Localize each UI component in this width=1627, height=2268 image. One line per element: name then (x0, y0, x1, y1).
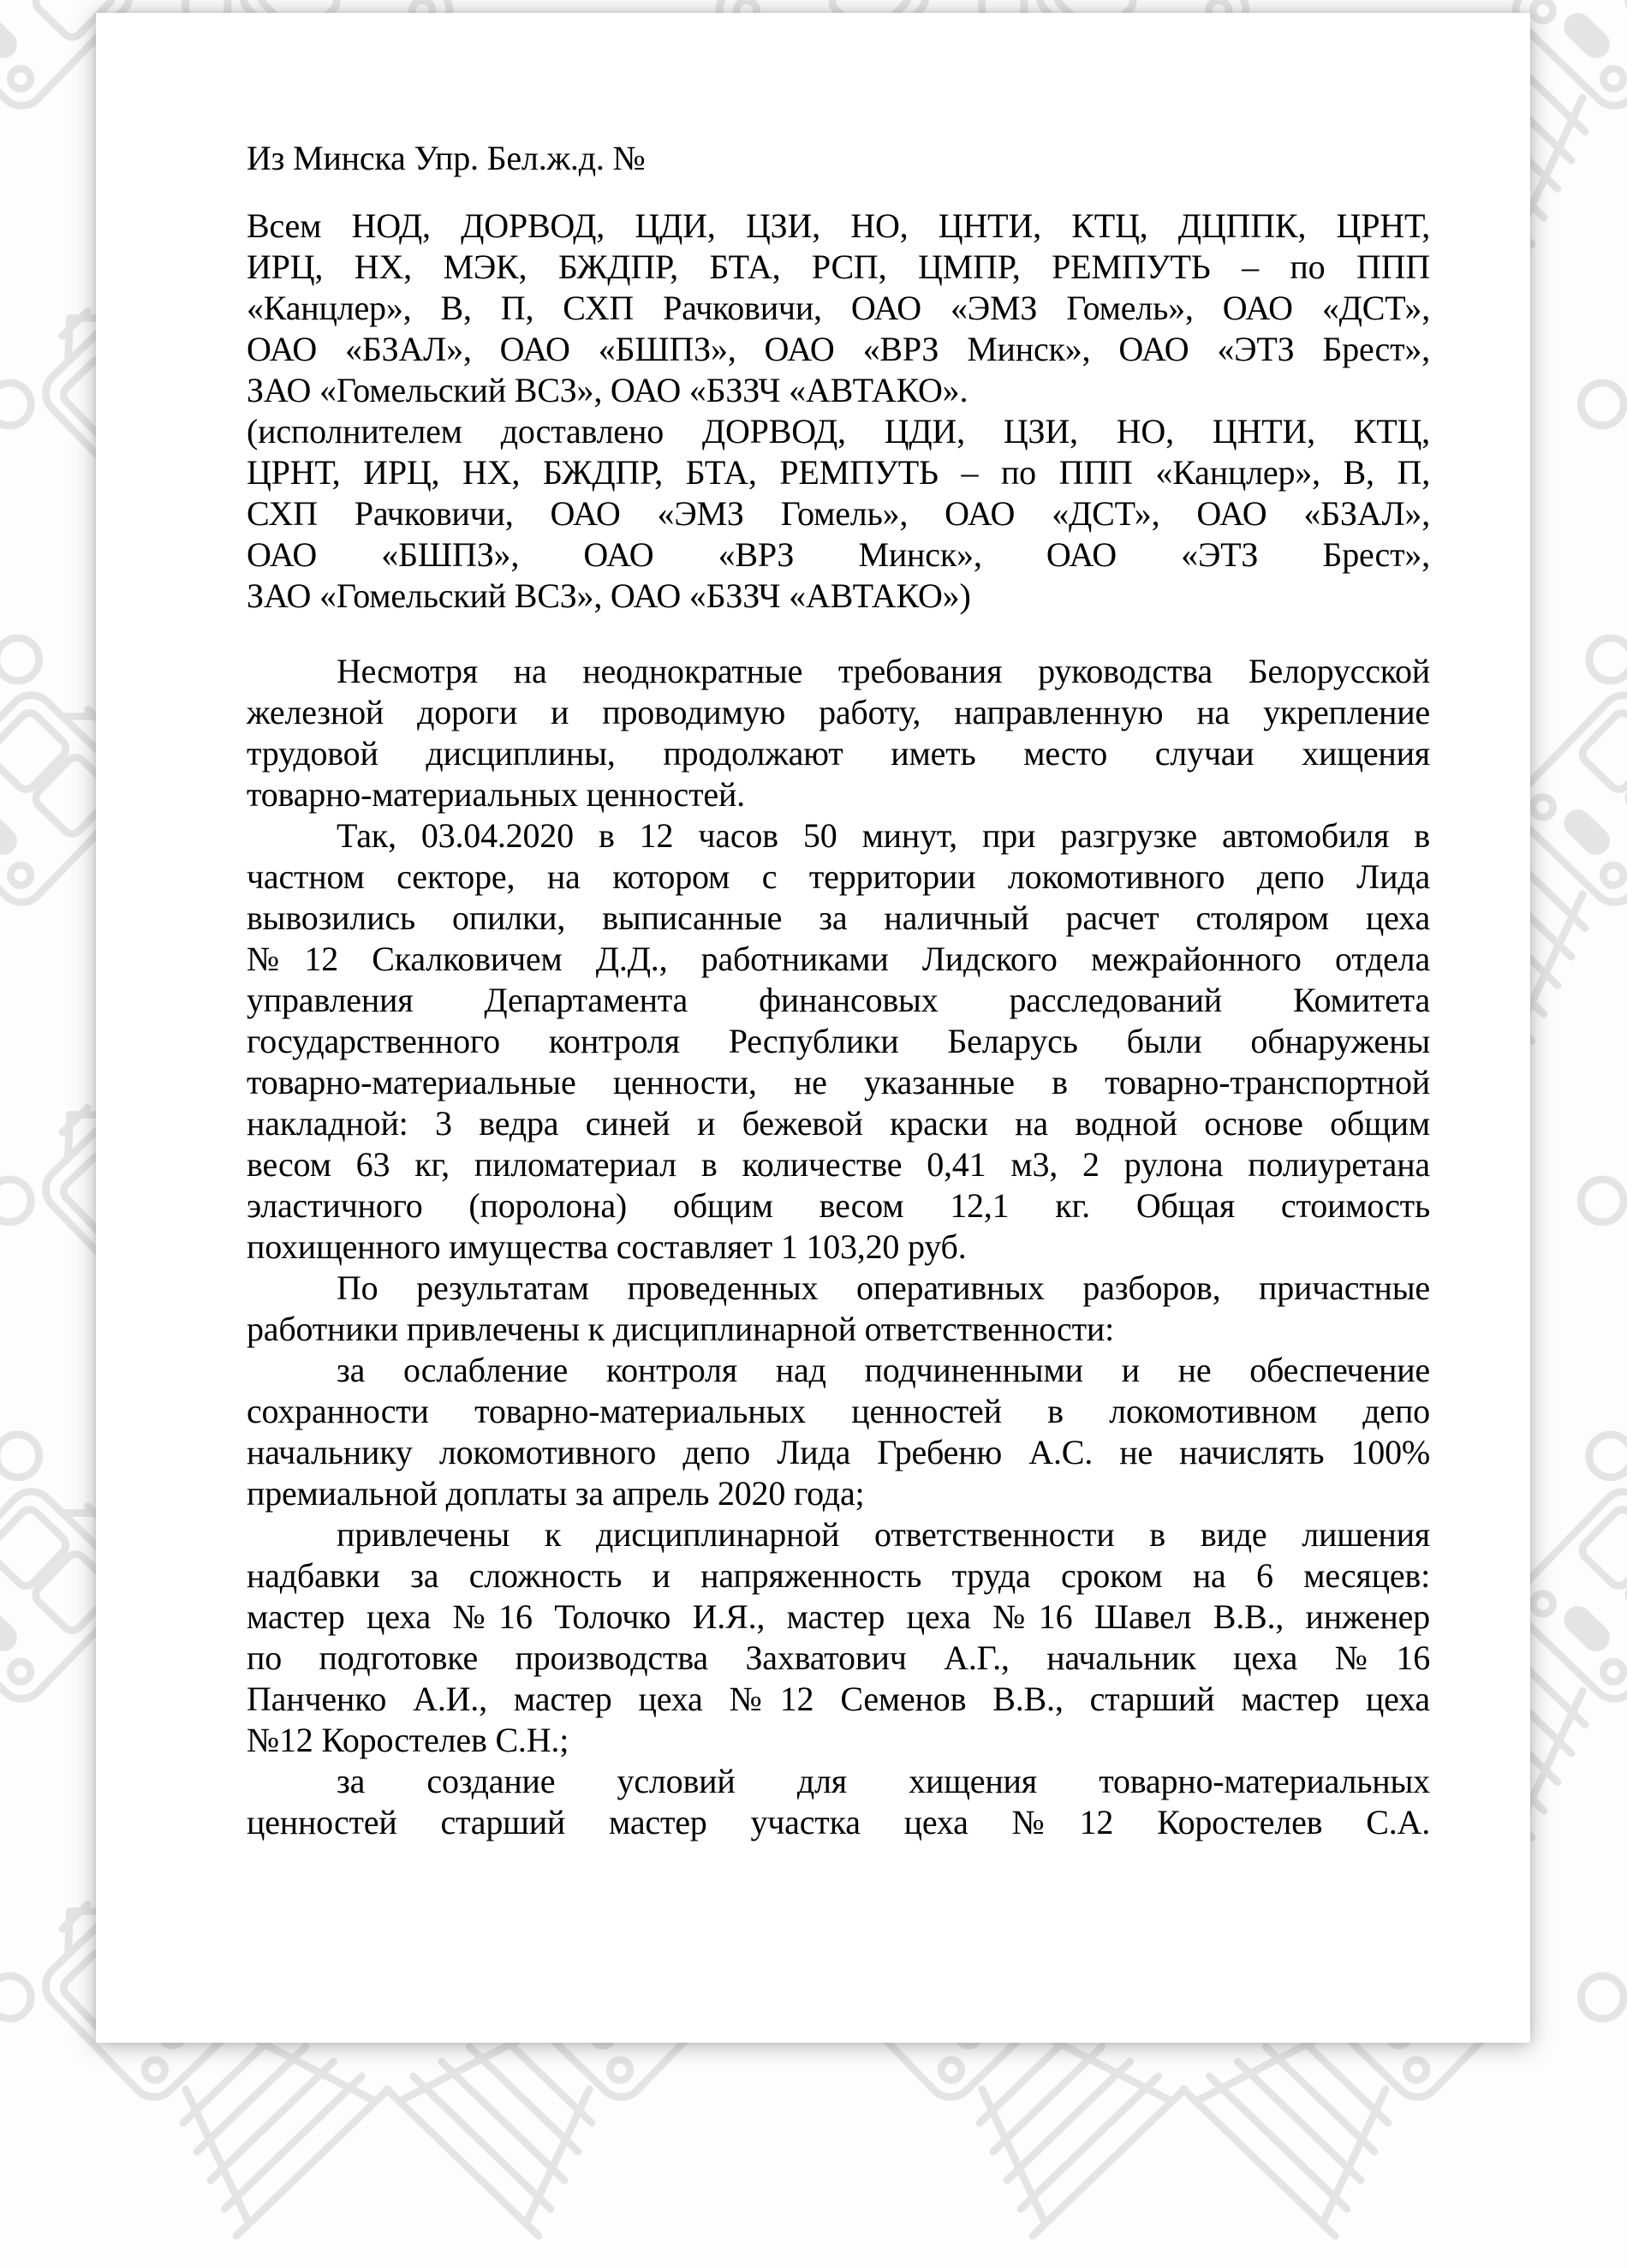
text-line: привлечены к дисциплинарной ответственности в виде лишения (337, 1515, 1430, 1554)
text-line: весом 63 кг, пиломатериал в количестве 0,41 м3, 2 рулона полиуретана (247, 1145, 1430, 1184)
text-line: начальнику локомотивного депо Лида Гребеню А.С. не начислять 100% (247, 1433, 1430, 1471)
text-line: железной дороги и проводимую работу, направленную на укрепление (247, 693, 1430, 731)
document-body (247, 206, 1430, 1843)
text-line: по подготовке производства Захватович А.Г., начальник цеха №16 (247, 1638, 1430, 1677)
paragraph (247, 1514, 1430, 1761)
paragraph (247, 411, 1430, 617)
text-line: ЗАО «Гомельский ВСЗ», ОАО «БЗЗЧ «АВТАКО») (247, 576, 971, 615)
text-line: за ослабление контроля над подчиненными и не обеспечение (337, 1351, 1430, 1389)
text-line: ЦРНТ, ИРЦ, НХ, БЖДПР, БТА, РЕМПУТЬ – по ППП «Канцлер», В, П, (247, 453, 1430, 492)
text-line: работники привлечены к дисциплинарной ответственности: (247, 1310, 1114, 1348)
text-line: товарно-материальные ценности, не указанные в товарно-транспортной (247, 1063, 1430, 1101)
text-line: надбавки за сложность и напряженность труда сроком на 6 месяцев: (247, 1556, 1430, 1595)
text-line: товарно-материальных ценностей. (247, 775, 745, 814)
text-line: Всем НОД, ДОРВОД, ЦДИ, ЦЗИ, НО, ЦНТИ, КТЦ, ДЦППК, ЦРНТ, (247, 206, 1430, 245)
text-line: за создание условий для хищения товарно-материальных (337, 1762, 1430, 1800)
text-line: №12 Скалковичем Д.Д., работниками Лидского межрайонного отдела (247, 940, 1430, 978)
text-line: эластичного (поролона) общим весом 12,1 кг. Общая стоимость (247, 1186, 1430, 1225)
paragraph (247, 1268, 1430, 1350)
text-line: ОАО «БШПЗ», ОАО «ВРЗ Минск», ОАО «ЭТЗ Брест», (247, 535, 1430, 574)
text-line: ЗАО «Гомельский ВСЗ», ОАО «БЗЗЧ «АВТАКО». (247, 371, 968, 409)
text-line: премиальной доплаты за апрель 2020 года; (247, 1474, 865, 1513)
paragraph (247, 1350, 1430, 1514)
paragraph (247, 1761, 1430, 1843)
text-line: управления Департамента финансовых расследований Комитета (247, 981, 1430, 1019)
text-line: трудовой дисциплины, продолжают иметь место случаи хищения (247, 734, 1430, 773)
text-line: накладной: 3 ведра синей и бежевой краски на водной основе общим (247, 1104, 1430, 1143)
text-line: ИРЦ, НХ, МЭК, БЖДПР, БТА, РСП, ЦМПР, РЕМПУТЬ – по ППП (247, 248, 1430, 286)
text-line: ценностей старший мастер участка цеха №12 Коростелев С.А. (247, 1803, 1430, 1841)
text-line: Так, 03.04.2020 в 12 часов 50 минут, при разгрузке автомобиля в (337, 816, 1430, 855)
text-line: вывозились опилки, выписанные за наличный расчет столяром цеха (247, 898, 1430, 937)
paragraph (247, 651, 1430, 815)
text-line: По результатам проведенных оперативных разборов, причастные (337, 1268, 1430, 1307)
paragraph (247, 815, 1430, 1268)
text-line: частном секторе, на котором с территории локомотивного депо Лида (247, 857, 1430, 896)
text-line: ОАО «БЗАЛ», ОАО «БШПЗ», ОАО «ВРЗ Минск», ОАО «ЭТЗ Брест», (247, 330, 1430, 368)
document-content (247, 138, 1430, 1843)
text-line: Несмотря на неоднократные требования руководства Белорусской (337, 652, 1430, 690)
paragraph (247, 206, 1430, 411)
text-line: СХП Рачковичи, ОАО «ЭМЗ Гомель», ОАО «ДСТ», ОАО «БЗАЛ», (247, 494, 1430, 533)
document-sheet (96, 13, 1530, 2043)
text-line: «Канцлер», В, П, СХП Рачковичи, ОАО «ЭМЗ Гомель», ОАО «ДСТ», (247, 289, 1430, 327)
text-line: похищенного имущества составляет 1 103,20 руб. (247, 1227, 967, 1266)
document-header: Из Минска Упр. Бел.ж.д. № (247, 139, 646, 177)
text-line: сохранности товарно-материальных ценностей в локомотивном депо (247, 1392, 1430, 1430)
text-line: (исполнителем доставлено ДОРВОД, ЦДИ, ЦЗИ, НО, ЦНТИ, КТЦ, (247, 412, 1430, 451)
text-line: государственного контроля Республики Беларусь были обнаружены (247, 1022, 1430, 1060)
text-line: №12 Коростелев С.Н.; (247, 1721, 569, 1759)
text-line: Панченко А.И., мастер цеха №12 Семенов В.В., старший мастер цеха (247, 1680, 1430, 1718)
text-line: мастер цеха №16 Толочко И.Я., мастер цеха №16 Шавел В.В., инженер (247, 1597, 1430, 1636)
